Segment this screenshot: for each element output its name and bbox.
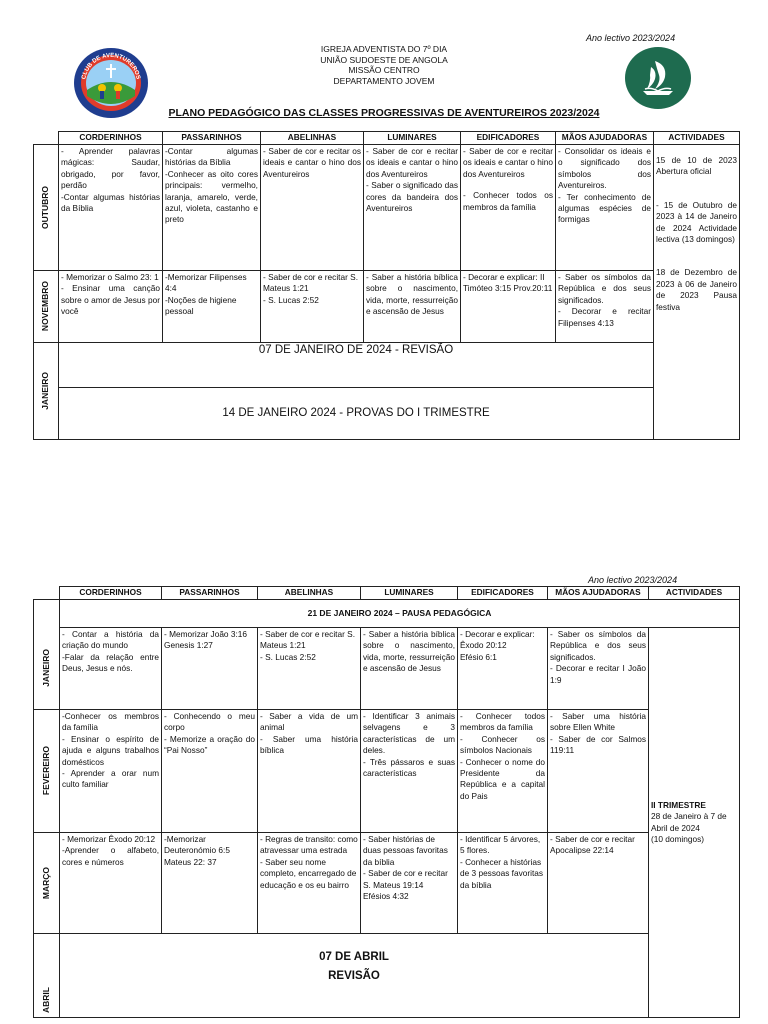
page-title: PLANO PEDAGÓGICO DAS CLASSES PROGRESSIVAS DE AVENTUREIROS 2023/2024: [168, 107, 600, 119]
revision-banner: 07 DE ABRIL REVISÃO: [60, 934, 649, 1018]
header-line: MISSÃO CENTRO: [348, 65, 420, 75]
table-cell: - Saber uma história sobre Ellen White - Saber de cor Salmos 119:11: [548, 710, 649, 833]
corner-cell: [34, 132, 59, 145]
table-cell: -Contar algumas histórias da Bíblia -Conhecer as oito cores principais: vermelho, laranja, amarelo, verde, azul, violeta, castanho e preto: [163, 145, 261, 271]
header-line: DEPARTAMENTO JOVEM: [333, 75, 435, 86]
table-cell: - Contar a história da criação do mundo -Falar da relação entre Deus, Jesus e nós.: [60, 628, 162, 710]
column-header: EDIFICADORES: [458, 587, 548, 600]
column-header: MÃOS AJUDADORAS: [556, 132, 654, 145]
table-cell: - Memorizar o Salmo 23: 1 - Ensinar uma canção sobre o amor de Jesus por você: [59, 271, 163, 343]
year-label: Ano lectivo 2023/2024: [588, 575, 678, 585]
column-header: LUMINARES: [364, 132, 461, 145]
table-cell: - Saber a história bíblica sobre o nascimento, vida, morte, ressurreição e ascensão de Jesus: [361, 628, 458, 710]
month-label-cell: [34, 600, 60, 628]
column-header: ACTIVIDADES: [649, 587, 740, 600]
table-cell: - Conhecer todos membros da família - Conhecer os símbolos Nacionais - Conhecer o nome do Presidente da República e a capital do Pais: [458, 710, 548, 833]
table-cell: - Decorar e explicar: II Timóteo 3:15 Prov.20:11: [461, 271, 556, 343]
header-line: IGREJA ADVENTISTA DO 7º DIA: [320, 44, 448, 54]
plan-table-trimester-2: [33, 586, 740, 1018]
table-cell: -Memorizar Deuteronómio 6:5 Mateus 22: 37: [162, 833, 258, 934]
revision-banner: 07 DE JANEIRO DE 2024 - REVISÃO: [59, 343, 654, 388]
table-cell: - Saber de cor e recitar S. Mateus 1:21 - S. Lucas 2:52: [261, 271, 364, 343]
plan-table-trimester-1: [33, 131, 740, 440]
column-header: ACTIVIDADES: [654, 132, 740, 145]
table-cell: - Aprender palavras mágicas: Saudar, obrigado, por favor, perdão -Contar algumas histórias da Bíblia: [59, 145, 163, 271]
table-cell: - Memorizar Êxodo 20:12 -Aprender o alfabeto, cores e números: [60, 833, 162, 934]
month-row-abril: [34, 934, 740, 1018]
exam-banner: 14 DE JANEIRO 2024 - PROVAS DO I TRIMESTRE: [59, 388, 654, 440]
column-header: EDIFICADORES: [461, 132, 556, 145]
column-header: CORDERINHOS: [59, 132, 163, 145]
table-cell: - Identificar 5 árvores, 5 flores. - Conhecer a histórias de 3 pessoas favoritas da bíblia: [458, 833, 548, 934]
month-label: JANEIRO: [40, 649, 51, 688]
table-cell: - Identificar 3 animais selvagens e 3 características de um deles. - Três pássaros e suas características: [361, 710, 458, 833]
table-cell: - Saber a vida de um animal - Saber uma história bíblica: [258, 710, 361, 833]
header-line: UNIÃO SUDOESTE DE ANGOLA: [320, 54, 448, 65]
svg-text:CLUB DE AVENTUREROS: CLUB DE AVENTUREROS: [81, 52, 141, 80]
month-label-cell: [34, 628, 60, 710]
month-row-novembro: [34, 271, 740, 343]
table-cell: - Saber histórias de duas pessoas favoritas da bíblia - Saber de cor e recitar S. Mateus 19:14 Efésios 4:32: [361, 833, 458, 934]
table-cell: - Conhecendo o meu corpo - Memorize a oração do “Pai Nosso”: [162, 710, 258, 833]
column-header: LUMINARES: [361, 587, 458, 600]
month-label: NOVEMBRO: [40, 281, 51, 332]
column-header: PASSARINHOS: [162, 587, 258, 600]
table-cell: - Saber a história bíblica sobre o nascimento, vida, morte, ressurreição e ascensão de Jesus: [364, 271, 461, 343]
month-row-marco: [34, 833, 740, 934]
table-cell: -Memorizar Filipenses 4:4 -Noções de higiene pessoal: [163, 271, 261, 343]
table-cell: - Memorizar João 3:16 Genesis 1:27: [162, 628, 258, 710]
column-header: ABELINHAS: [258, 587, 361, 600]
month-label-cell: [34, 710, 60, 833]
month-label: FEVEREIRO: [40, 746, 51, 796]
table-cell: - Saber de cor e recitar Apocalipse 22:14: [548, 833, 649, 934]
month-label-cell: [34, 271, 59, 343]
table-cell: - Saber de cor e recitar os ideais e cantar o hino dos Aventureiros - Saber o significado das cores da bandeira dos Aventureiros: [364, 145, 461, 271]
activities-cell: 15 de 10 de 2023 Abertura oficial - 15 de Outubro de 2023 à 14 de Janeiro de 2024 Actividade lectiva (13 domingos) 18 de Dezembro de 2023 à 06 de Janeiro de 2023 Pausa festiva: [654, 145, 740, 440]
table-cell: - Consolidar os ideais e o significado dos símbolos dos Aventureiros. - Ter conhecimento de algumas espécies de formigas: [556, 145, 654, 271]
activities-cell: II TRIMESTRE 28 de Janeiro à 7 de Abril de 2024 (10 domingos): [649, 628, 740, 1018]
column-header: PASSARINHOS: [163, 132, 261, 145]
table-cell: - Saber os símbolos da República e dos seus significados. - Decorar e recitar I João 1:9: [548, 628, 649, 710]
year-label: Ano lectivo 2023/2024: [586, 33, 676, 43]
month-label-cell: [34, 145, 59, 271]
table-cell: - Regras de transito: como atravessar uma estrada - Saber seu nome completo, encarregado de educação e os eu bairro: [258, 833, 361, 934]
table-cell: - Decorar e explicar: Êxodo 20:12 Efésio 6:1: [458, 628, 548, 710]
month-label: JANEIRO: [40, 372, 51, 410]
month-label-cell: [34, 343, 59, 440]
church-header: [0, 44, 768, 86]
month-row-fevereiro: [34, 710, 740, 833]
pause-banner: 21 DE JANEIRO 2024 – PAUSA PEDAGÓGICA: [60, 600, 740, 628]
month-label: ABRIL: [40, 987, 51, 1013]
table-cell: - Saber os símbolos da República e dos seus significados. - Decorar e recitar Filipenses 4:13: [556, 271, 654, 343]
table-cell: - Saber de cor e recitar os ideais e cantar o hino dos Aventureiros - Conhecer todos os membros da família: [461, 145, 556, 271]
month-row-janeiro: [34, 343, 740, 388]
column-header: MÃOS AJUDADORAS: [548, 587, 649, 600]
corner-cell: [34, 587, 60, 600]
table-cell: - Saber de cor e recitar os ideais e cantar o hino dos Aventureiros: [261, 145, 364, 271]
month-label-cell: [34, 934, 60, 1018]
month-label: OUTUBRO: [40, 186, 51, 229]
table-cell: -Conhecer os membros da família - Ensinar o espírito de ajuda e alguns trabalhos domésticos - Aprender a orar num culto familiar: [60, 710, 162, 833]
month-label: MARÇO: [40, 866, 51, 900]
month-label-cell: [34, 833, 60, 934]
month-row-outubro: [34, 145, 740, 271]
table-cell: - Saber de cor e recitar S. Mateus 1:21 - S. Lucas 2:52: [258, 628, 361, 710]
column-header: ABELINHAS: [261, 132, 364, 145]
column-header: CORDERINHOS: [60, 587, 162, 600]
month-row-janeiro: [34, 628, 740, 710]
